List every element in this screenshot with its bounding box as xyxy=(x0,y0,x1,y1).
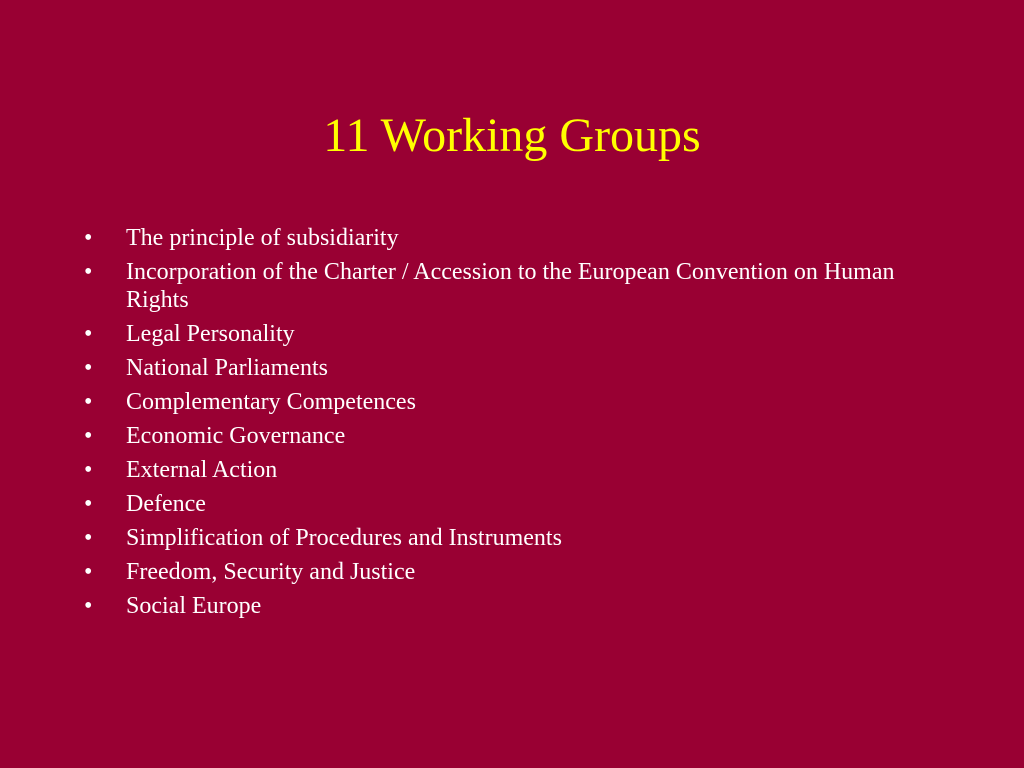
bullet-icon: • xyxy=(84,355,93,381)
list-item-text: Defence xyxy=(126,491,206,517)
list-item-text: External Action xyxy=(126,457,278,483)
list-item-text: Complementary Competences xyxy=(126,389,416,415)
list-item xyxy=(84,490,944,518)
list-item xyxy=(84,258,944,314)
list-item-text: Legal Personality xyxy=(126,321,295,347)
bullet-icon: • xyxy=(84,593,93,619)
bullet-icon: • xyxy=(84,457,93,483)
list-item xyxy=(84,320,944,348)
list-item xyxy=(84,592,944,620)
list-item xyxy=(84,422,944,450)
list-item-text: Freedom, Security and Justice xyxy=(126,559,416,585)
list-item xyxy=(84,354,944,382)
bullet-icon: • xyxy=(84,389,93,415)
list-item xyxy=(84,388,944,416)
bullet-icon: • xyxy=(84,321,93,347)
bullet-list xyxy=(84,224,944,626)
list-item-text: Economic Governance xyxy=(126,423,346,449)
list-item-text: Incorporation of the Charter / Accession to the European Convention on Human Rights xyxy=(126,259,895,313)
list-item-text: The principle of subsidiarity xyxy=(126,225,399,251)
bullet-icon: • xyxy=(84,525,93,551)
bullet-icon: • xyxy=(84,491,93,517)
bullet-icon: • xyxy=(84,423,93,449)
list-item xyxy=(84,524,944,552)
list-item xyxy=(84,224,944,252)
list-item xyxy=(84,456,944,484)
list-item-text: Simplification of Procedures and Instruments xyxy=(126,525,562,551)
bullet-icon: • xyxy=(84,225,93,251)
list-item-text: Social Europe xyxy=(126,593,262,619)
slide-title: 11 Working Groups xyxy=(323,109,701,162)
bullet-icon: • xyxy=(84,559,93,585)
list-item-text: National Parliaments xyxy=(126,355,328,381)
list-item xyxy=(84,558,944,586)
bullet-icon: • xyxy=(84,259,93,285)
